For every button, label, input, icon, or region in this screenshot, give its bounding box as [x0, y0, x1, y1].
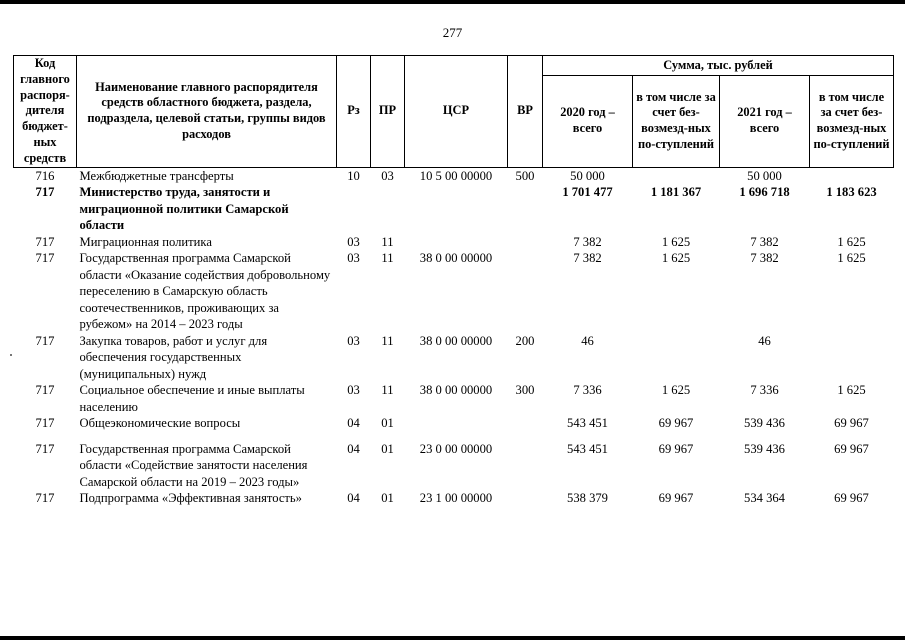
cell-vr: [508, 184, 543, 234]
cell-csr: [405, 184, 508, 234]
scan-speck: [10, 354, 12, 356]
cell-2020-total: 46: [581, 333, 594, 348]
table-row: [14, 333, 894, 383]
cell-2020-total: 543 451: [567, 441, 608, 456]
table-row: [14, 234, 894, 251]
header-vr: ВР: [508, 56, 543, 168]
header-2020-total: 2020 год – всего: [543, 76, 633, 168]
cell-rz: [337, 184, 371, 234]
cell-2021-free: 1 625: [837, 251, 866, 266]
header-csr: ЦСР: [405, 56, 508, 168]
table-row: [14, 432, 894, 491]
cell-rz: 03: [347, 251, 360, 266]
bottom-border-rule: [0, 636, 905, 640]
cell-pr: 11: [381, 251, 394, 266]
cell-name: Подпрограмма «Эффективная занятость»: [79, 491, 302, 506]
cell-code: 717: [35, 251, 55, 266]
cell-2020-free: 69 967: [658, 491, 694, 506]
cell-name: Общеэкономические вопросы: [79, 416, 241, 431]
cell-2021-free: 1 625: [837, 234, 866, 249]
header-2021-total: 2021 год – всего: [720, 76, 810, 168]
cell-rz: 04: [347, 416, 360, 431]
header-name: Наименование главного распорядителя средств областного бюджета, раздела, подраздела, целевой статьи, группы видов расходов: [77, 56, 337, 168]
header-pr: ПР: [371, 56, 405, 168]
table-row: [14, 490, 894, 507]
cell-csr: [405, 415, 508, 432]
cell-2020-total: 7 382: [573, 251, 602, 266]
cell-2021-free: 69 967: [834, 441, 869, 456]
cell-rz: 03: [347, 234, 360, 249]
cell-csr: 23 1 00 00000: [419, 491, 493, 506]
cell-2021-free: [810, 333, 894, 383]
cell-name: Министерство труда, занятости и миграционной политики Самарской области: [79, 185, 289, 233]
cell-pr: 11: [381, 383, 394, 398]
cell-vr: 200: [515, 333, 535, 348]
table-header: [14, 56, 894, 168]
cell-2020-total: 538 379: [567, 491, 608, 506]
cell-2020-free: [633, 333, 720, 383]
cell-2021-total: 46: [758, 333, 771, 348]
cell-2020-free: 1 625: [661, 383, 691, 398]
cell-pr: 01: [381, 416, 394, 431]
cell-csr: 38 0 00 00000: [419, 333, 493, 348]
cell-pr: [371, 184, 405, 234]
cell-2020-total: 1 701 477: [562, 185, 613, 200]
cell-code: 717: [35, 185, 55, 200]
cell-csr: 23 0 00 00000: [419, 441, 493, 456]
cell-code: 717: [35, 491, 55, 506]
cell-2021-total: 50 000: [747, 168, 782, 183]
cell-2021-free: 69 967: [834, 416, 869, 431]
header-2020-free: в том числе за счет без-возмезд-ных по-ступлений: [633, 76, 720, 168]
cell-rz: 10: [347, 168, 360, 183]
cell-csr: 38 0 00 00000: [419, 251, 493, 266]
cell-vr: 300: [515, 383, 535, 398]
header-sum: Сумма, тыс. рублей: [543, 56, 894, 76]
cell-vr: [508, 234, 543, 251]
cell-rz: 03: [347, 383, 360, 398]
cell-vr: 500: [515, 168, 535, 183]
cell-name: Государственная программа Самарской области «Оказание содействия добровольному переселению в Самарскую область соотечественников, проживающих за рубежом» на 2014 – 2023 годы: [79, 251, 331, 332]
cell-vr: [508, 250, 543, 333]
cell-code: 717: [35, 441, 55, 456]
cell-pr: 11: [381, 333, 394, 348]
cell-name: Миграционная политика: [79, 234, 212, 249]
cell-rz: 04: [347, 491, 360, 506]
cell-2021-free: 1 183 623: [826, 185, 877, 200]
cell-2020-total: 543 451: [567, 416, 608, 431]
cell-csr: [405, 234, 508, 251]
cell-2020-free: 69 967: [658, 416, 694, 431]
cell-2020-free: 1 625: [661, 251, 691, 266]
cell-2021-free: 1 625: [837, 383, 866, 398]
cell-name: Социальное обеспечение и иные выплаты населению: [79, 383, 305, 414]
cell-2020-total: 7 336: [573, 383, 602, 398]
header-rz: Рз: [337, 56, 371, 168]
cell-name: Закупка товаров, работ и услуг для обеспечения государственных (муниципальных) нужд: [79, 333, 268, 381]
cell-code: 717: [35, 333, 55, 348]
header-2021-free: в том числе за счет без-возмезд-ных по-ступлений: [810, 76, 894, 168]
table-body: [14, 167, 894, 507]
table-row: [14, 250, 894, 333]
cell-2021-total: 539 436: [744, 441, 785, 456]
cell-pr: 03: [381, 168, 394, 183]
cell-rz: 04: [347, 441, 360, 456]
cell-rz: 03: [347, 333, 360, 348]
cell-2021-total: 7 336: [750, 383, 779, 398]
cell-csr: 38 0 00 00000: [419, 383, 493, 398]
table-row: [14, 382, 894, 415]
cell-csr: 10 5 00 00000: [419, 168, 493, 183]
header-code: Код главного распоря-дителя бюджет-ных средств: [14, 56, 77, 168]
cell-2020-free: 69 967: [658, 441, 694, 456]
cell-2020-total: 7 382: [573, 234, 602, 249]
page-number: 277: [442, 25, 463, 40]
cell-2020-free: 1 181 367: [650, 185, 702, 200]
cell-2021-total: 1 696 718: [739, 185, 790, 200]
budget-table: [13, 55, 894, 507]
cell-2021-total: 7 382: [750, 251, 779, 266]
cell-2020-free: 1 625: [661, 234, 691, 249]
top-border-rule: [0, 0, 905, 4]
cell-code: 717: [35, 234, 55, 249]
cell-pr: 01: [381, 491, 394, 506]
cell-2021-total: 7 382: [750, 234, 779, 249]
cell-code: 717: [35, 416, 55, 431]
cell-2020-free: [633, 167, 720, 184]
cell-vr: [508, 490, 543, 507]
cell-2020-total: 50 000: [570, 168, 605, 183]
cell-2021-total: 534 364: [744, 491, 785, 506]
table-row: [14, 167, 894, 184]
cell-code: 716: [35, 168, 55, 183]
cell-name: Государственная программа Самарской области «Содействие занятости населения Самарской области на 2019 – 2023 годы»: [79, 441, 308, 489]
cell-vr: [508, 432, 543, 491]
cell-2021-free: 69 967: [834, 491, 869, 506]
table-row: [14, 415, 894, 432]
cell-code: 717: [35, 383, 55, 398]
cell-pr: 11: [381, 234, 394, 249]
cell-name: Межбюджетные трансферты: [79, 168, 234, 183]
cell-2021-total: 539 436: [744, 416, 785, 431]
cell-pr: 01: [381, 441, 394, 456]
cell-vr: [508, 415, 543, 432]
cell-2021-free: [810, 167, 894, 184]
table-row: [14, 184, 894, 234]
